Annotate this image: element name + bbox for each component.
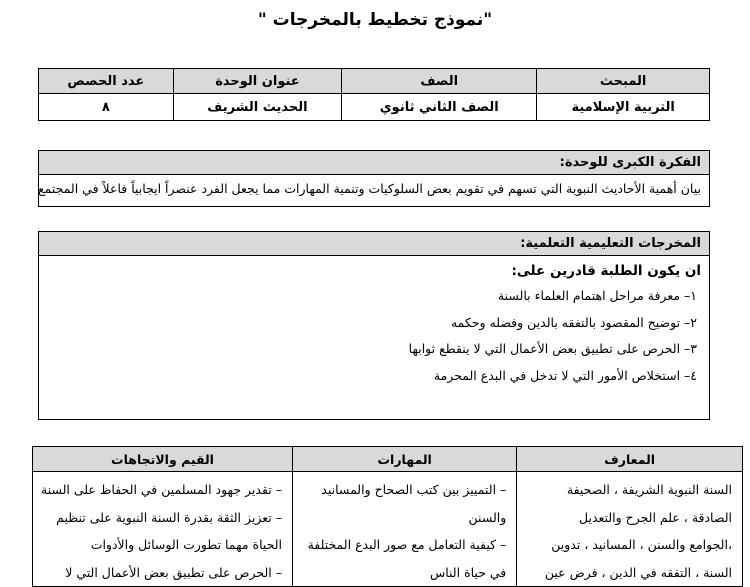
table-header-row [39, 69, 710, 94]
subject-value: التربية الإسلامية [537, 94, 710, 121]
domains-table [32, 446, 743, 587]
header-unit-title: عنوان الوحدة [173, 69, 341, 94]
outcomes-heading: المخرجات التعليمية التعلمية: [39, 232, 709, 256]
skills-cell [293, 472, 517, 587]
outcomes-list [39, 283, 709, 389]
big-idea-text: بيان أهمية الأحاديث النبوية التي تسهم في تقويم بعض السلوكيات وتنمية المهارات مما يجعل الفرد عنصراً ايجابياً فاعلاً في المجتمع [37, 181, 701, 196]
header-skills: المهارات [293, 447, 517, 472]
header-values: القيم والاتجاهات [33, 447, 293, 472]
knowledge-line: الصادقة ، علم الجرح والتعديل [579, 509, 732, 525]
knowledge-line: ،الجوامع والسنن ، المسانيد ، تدوين [551, 537, 732, 552]
knowledge-line: السنة ، التفقه في الدين ، فرض عين [544, 564, 732, 580]
table-header-row [33, 447, 743, 472]
table-row [39, 94, 710, 121]
page-title: " نموذج تخطيط بالمخرجات" [257, 10, 493, 30]
knowledge-line: السنة النبوية الشريفة ، الصحيفة [566, 482, 732, 497]
big-idea-section [38, 150, 710, 207]
values-line: – تقدير جهود المسلمين في الحفاظ على السنة [41, 482, 282, 497]
unit-title-value: الحديث الشريف [173, 94, 341, 121]
values-line: – الحرص على تطبيق بعض الأعمال التي لا [65, 564, 282, 580]
skills-line: في حياة الناس [429, 564, 507, 580]
lessons-count-value: ٨ [39, 94, 174, 121]
skills-line: – كيفية التعامل مع صور البدع المختلفة [307, 537, 507, 552]
header-lessons-count: عدد الحصص [39, 69, 174, 94]
table-row [33, 472, 743, 587]
header-knowledge: المعارف [517, 447, 743, 472]
values-line: – تعزيز الثقة بقدرة السنة النبوية على تنظيم [56, 509, 282, 525]
skills-line: والسنن [468, 509, 507, 525]
values-cell [33, 472, 293, 587]
grade-value: الصف الثاني ثانوي [342, 94, 537, 121]
skills-line: – التمييز بين كتب الصحاح والمسانيد [321, 482, 507, 497]
header-subject: المبحث [537, 69, 710, 94]
header-grade: الصف [342, 69, 537, 94]
outcomes-lead: ان يكون الطلبة قادرين على: [511, 263, 701, 279]
list-item: ٣– الحرص على تطبيق بعض الأعمال التي لا ينقطع ثوابها [408, 341, 697, 356]
values-line: الحياة مهما تطورت الوسائل والأدوات [90, 537, 282, 552]
learning-outcomes-section [38, 231, 710, 420]
list-item: ٤– استخلاص الأمور التي لا تدخل في البدع المحرمة [433, 367, 697, 383]
knowledge-cell [517, 472, 743, 587]
unit-info-table [38, 68, 710, 121]
big-idea-heading: الفكرة الكبرى للوحدة: [39, 151, 709, 175]
list-item: ٢– توضيح المقصود بالتفقه بالدين وفضله وحكمه [450, 314, 697, 330]
list-item: ١– معرفة مراحل اهتمام العلماء بالسنة [497, 288, 697, 303]
